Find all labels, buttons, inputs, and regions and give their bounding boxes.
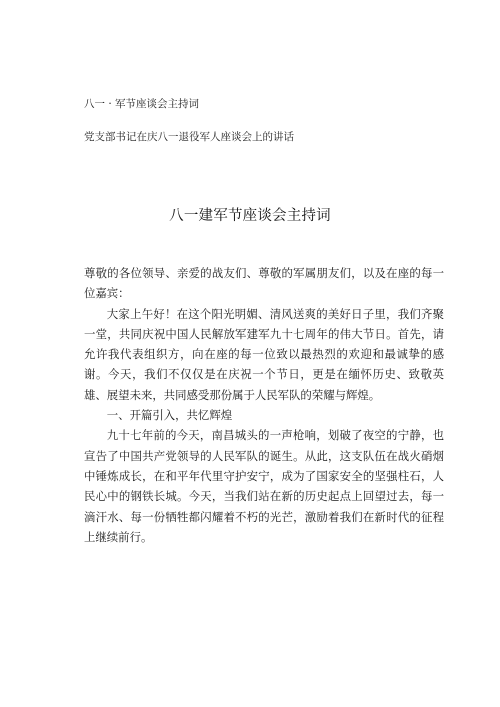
section-heading: 一、开篇引入，共忆辉煌 (106, 408, 233, 423)
header-subtitle: 党支部书记在庆八一退役军人座谈会上的讲话 (84, 131, 294, 143)
salutation-paragraph: 尊敬的各位领导、亲爱的战友们、尊敬的军属朋友们，以及在座的每一位嘉宾： (84, 266, 444, 301)
document-body (84, 263, 444, 547)
opening-paragraph: 大家上午好！在这个阳光明媚、清风送爽的美好日子里，我们齐聚一堂，共同庆祝中国人民解放军建军九十七周年的伟大节日。首先，请允许我代表组织方，向在座的每一位致以最热烈的欢迎和最诚挚的感谢。今天，我们不仅仅是在庆祝一个节日，更是在缅怀历史、致敬英雄、展望未来，共同感受那份属于人民军队的荣耀与辉煌。 (84, 306, 444, 402)
document-title: 八一建军节座谈会主持词 (169, 208, 331, 224)
history-paragraph: 九十七年前的今天，南昌城头的一声枪响，划破了夜空的宁静，也宣告了中国共产党领导的人民军队的诞生。从此，这支队伍在战火硝烟中锤炼成长，在和平年代里守护安宁，成为了国家安全的坚强柱石，人民心中的钢铁长城。今天，当我们站在新的历史起点上回望过去，每一滴汗水、每一份牺牲都闪耀着不朽的光芒，激励着我们在新时代的征程上继续前行。 (84, 428, 444, 544)
header-title: 八一 · 军节座谈会主持词 (84, 98, 200, 110)
